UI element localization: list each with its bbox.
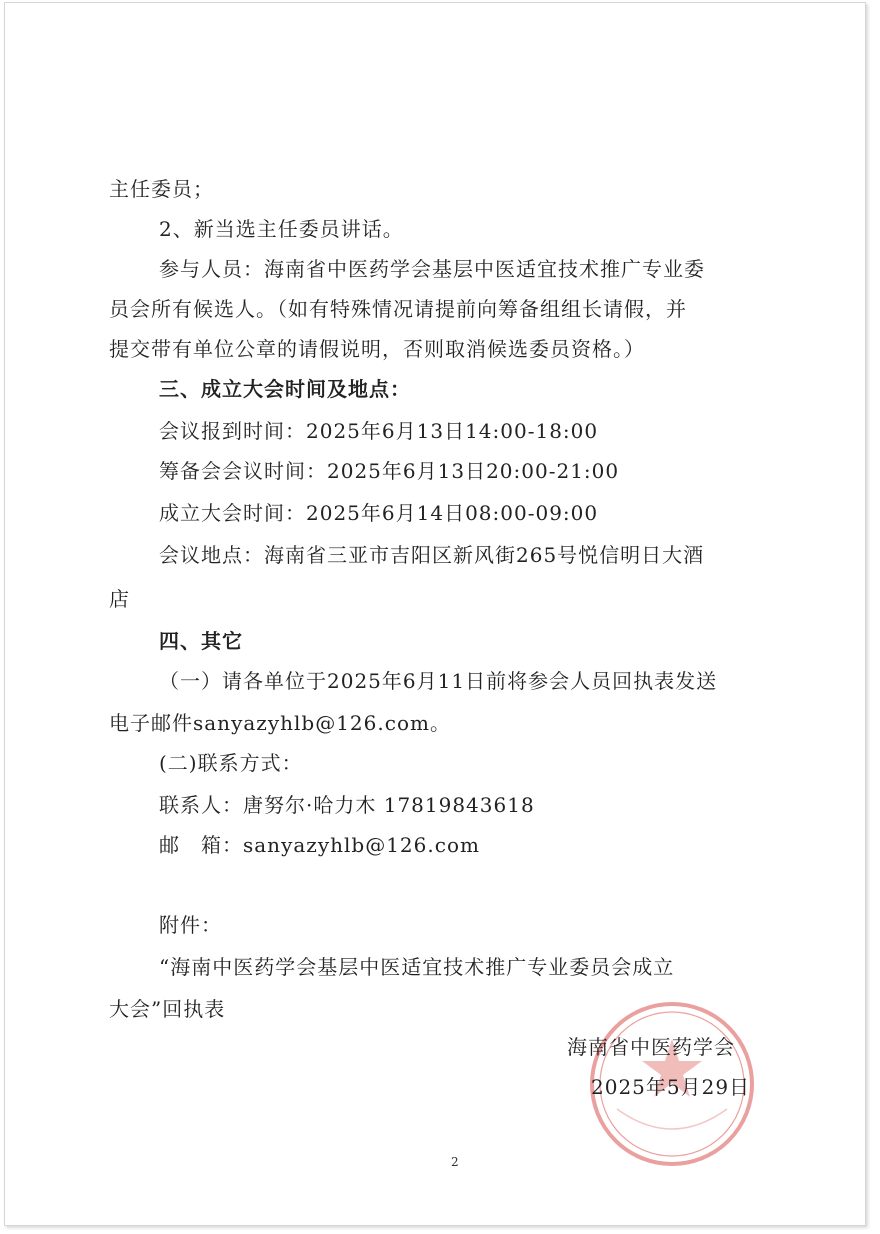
text-line-venue: 会议地点：海南省三亚市吉阳区新风街265号悦信明日大酒 bbox=[159, 543, 705, 567]
text-line-registration-time: 会议报到时间：2025年6月13日14:00-18:00 bbox=[159, 419, 599, 443]
text-line-attachment-title: “海南中医药学会基层中医适宜技术推广专业委员会成立 bbox=[159, 955, 675, 979]
section-heading-time-place: 三、成立大会时间及地点： bbox=[159, 377, 411, 401]
text-line-participants-cont: 员会所有候选人。（如有特殊情况请提前向筹备组组长请假，并 bbox=[109, 297, 687, 321]
text-line-email-send: 电子邮件sanyazyhlb@126.com。 bbox=[109, 711, 451, 735]
text-line-participants: 参与人员：海南省中医药学会基层中医适宜技术推广专业委 bbox=[159, 257, 705, 281]
text-line-chairman: 主任委员； bbox=[109, 177, 214, 201]
text-line-attachment-title-cont: 大会”回执表 bbox=[109, 997, 226, 1021]
text-line-prep-meeting-time: 筹备会会议时间：2025年6月13日20:00-21:00 bbox=[159, 459, 620, 483]
text-line-speech: 2、新当选主任委员讲话。 bbox=[159, 217, 404, 241]
document-page bbox=[4, 2, 866, 1226]
text-line-venue-cont: 店 bbox=[109, 587, 130, 611]
text-line-reply-deadline: （一）请各单位于2025年6月11日前将参会人员回执表发送 bbox=[159, 669, 718, 693]
text-line-founding-time: 成立大会时间：2025年6月14日08:00-09:00 bbox=[159, 501, 599, 525]
page-number: 2 bbox=[451, 1155, 459, 1169]
text-line-contact-email: 邮 箱：sanyazyhlb@126.com bbox=[159, 833, 480, 857]
text-line-contact-person: 联系人：唐努尔·哈力木 17819843618 bbox=[159, 793, 535, 817]
text-line-contact-heading: (二)联系方式： bbox=[159, 751, 303, 775]
section-heading-other: 四、其它 bbox=[159, 629, 243, 653]
text-line-leave-note: 提交带有单位公章的请假说明，否则取消候选委员资格。） bbox=[109, 337, 645, 361]
signature-date: 2025年5月29日 bbox=[591, 1075, 751, 1099]
signature-organization: 海南省中医药学会 bbox=[567, 1035, 735, 1059]
text-line-attachment-label: 附件： bbox=[159, 913, 222, 937]
